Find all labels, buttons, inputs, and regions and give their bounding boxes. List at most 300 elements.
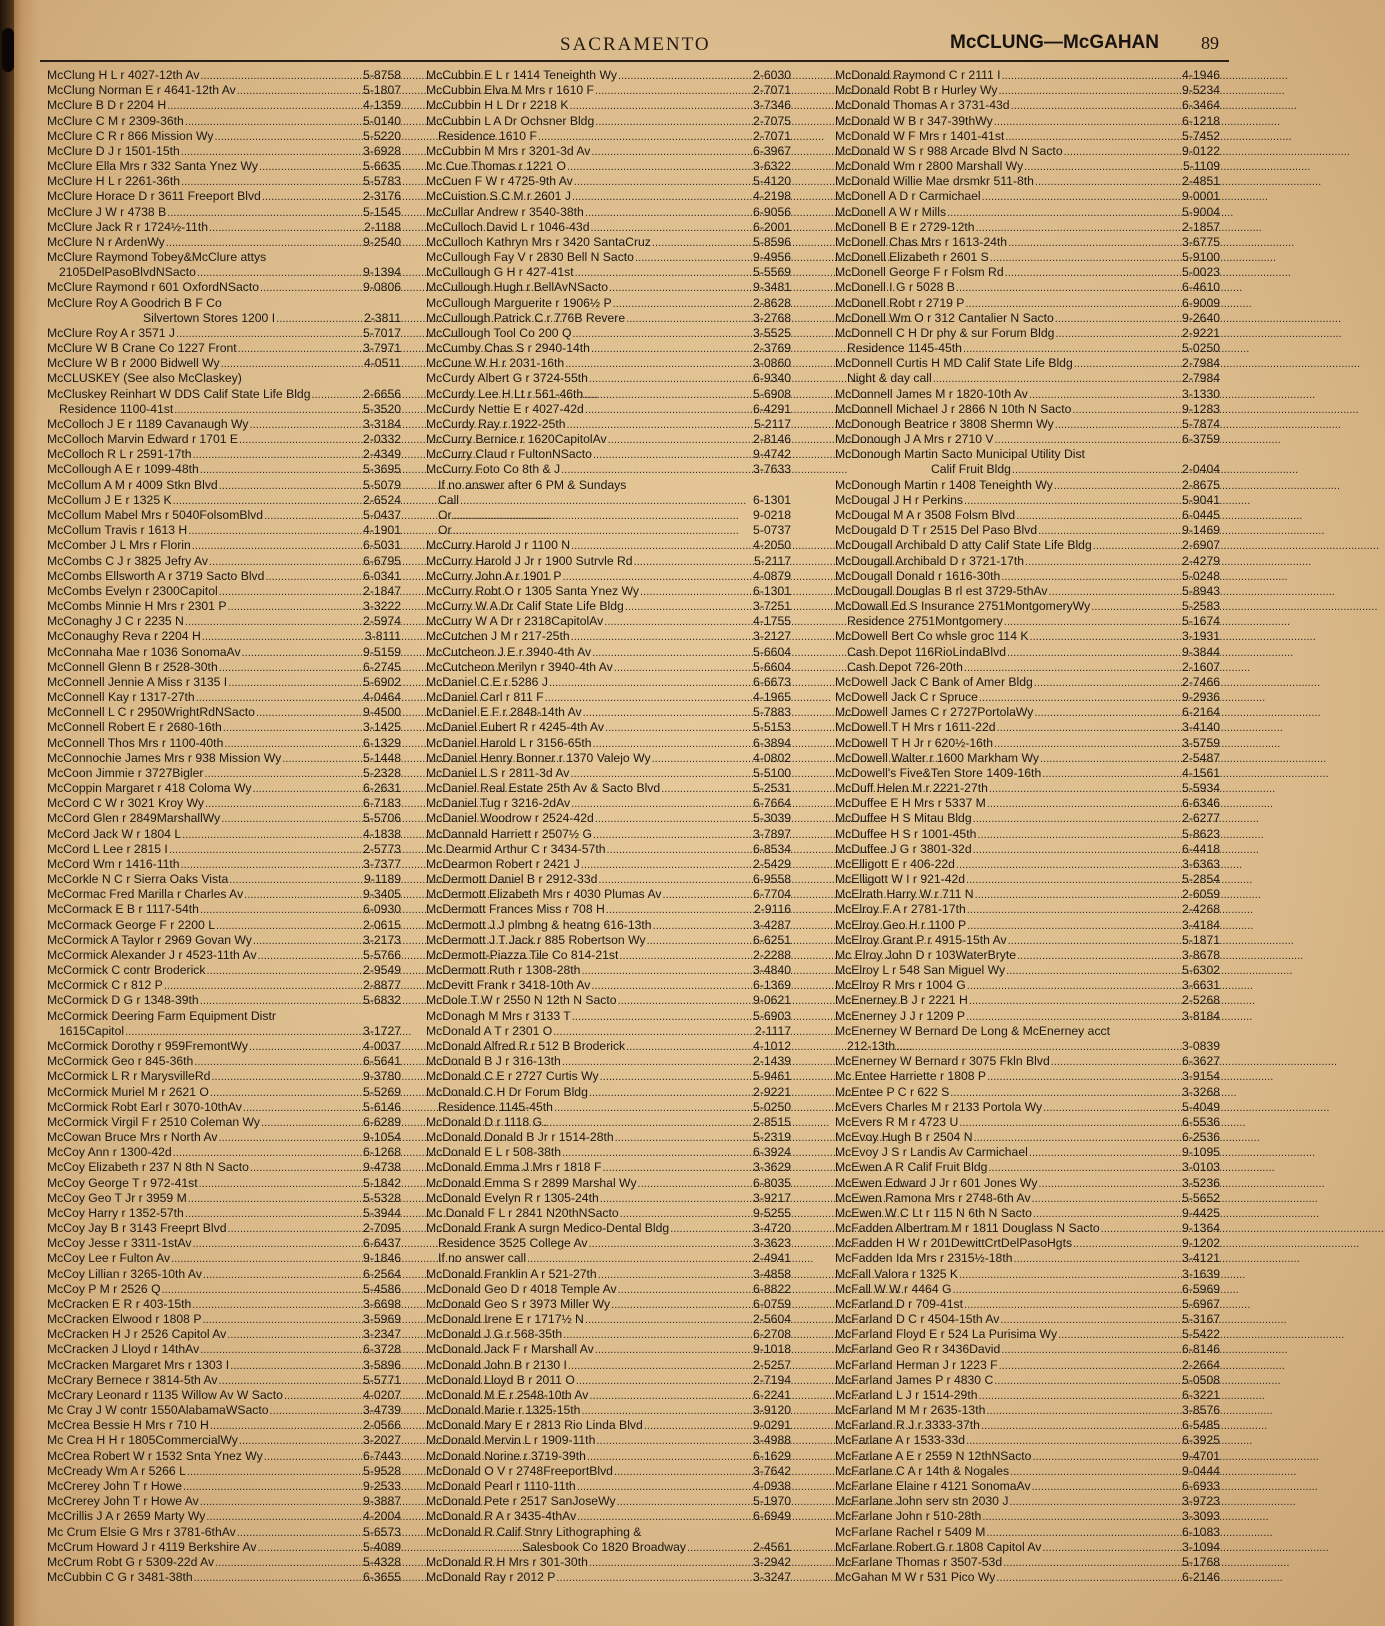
listing-entry <box>426 1130 791 1145</box>
phone-number: 3-8576 <box>1182 1403 1220 1418</box>
listing-name: McFarland Geo R r 3436David <box>835 1342 1001 1357</box>
listing-name: McElrath Harry W r 711 N <box>835 887 974 902</box>
leader-dots <box>162 1282 362 1298</box>
listing-entry <box>835 447 1220 462</box>
phone-number: 9-4738 <box>363 1160 401 1175</box>
listing-name: McClure W B r 2000 Bidwell Wy <box>47 356 220 371</box>
listing-name: McCuistion S C M r 2601 J <box>426 189 571 204</box>
listing-entry <box>835 1009 1220 1024</box>
listing-entry <box>47 1570 401 1585</box>
leader-dots <box>963 341 1181 357</box>
listing-name: Cash Depot 726-20th <box>847 659 963 674</box>
listing-entry <box>426 68 791 83</box>
listing-name: McDonald O V r 2748FreeportBlvd <box>426 1463 613 1478</box>
listing-entry <box>426 341 791 356</box>
phone-number: 5-0737 <box>753 523 791 538</box>
leader-dots <box>959 1115 1181 1131</box>
listing-name: McEvoy Hugh B r 2504 N <box>835 1130 973 1145</box>
phone-number: 2-5773 <box>363 841 401 856</box>
listing-entry <box>426 265 791 280</box>
listing-entry <box>47 766 401 781</box>
phone-number: 2-1607 <box>1182 659 1220 674</box>
listing-entry <box>426 144 791 159</box>
listing-entry <box>47 948 401 963</box>
phone-number: 2-4851 <box>1182 174 1220 189</box>
listing-entry <box>835 1039 1220 1054</box>
listing-name: McCormick L R r MarysvilleRd <box>47 1069 211 1084</box>
listing-name: McCullar Andrew r 3540-38th <box>426 204 584 219</box>
listing-entry <box>47 1358 401 1373</box>
listing-entry <box>47 1267 401 1282</box>
listing-name: McCrum Howard J r 4119 Berkshire Av <box>47 1539 257 1554</box>
listing-name: McDonald Willie Mae drsmkr 511-8th <box>835 174 1034 189</box>
listing-name: McCormack E B r 1117-54th <box>47 902 199 917</box>
listing-entry <box>47 963 401 978</box>
phone-number: 9-0444 <box>1182 1463 1220 1478</box>
leader-dots <box>554 1100 752 1116</box>
leader-dots <box>259 159 362 175</box>
listing-entry <box>426 614 791 629</box>
listing-entry <box>426 129 791 144</box>
listing-name: McCoy Geo T Jr r 3959 M <box>47 1190 187 1205</box>
listing-name: McCrum Robt G r 5309-22d Av <box>47 1554 215 1569</box>
listing-entry <box>426 1540 791 1555</box>
listing-entry <box>426 98 791 113</box>
listing-entry <box>426 796 791 811</box>
listing-name: McCubbin H L Dr r 2218 K <box>426 98 569 113</box>
listing-name: McDaniel L S r 2811-3d Av <box>426 765 570 780</box>
leader-dots <box>967 902 1181 918</box>
phone-number: 6-8534 <box>753 841 791 856</box>
phone-number: 3-1727 <box>363 1023 401 1038</box>
listing-entry <box>47 1555 401 1570</box>
leader-dots <box>966 1009 1181 1025</box>
listing-name: McFarlane Elaine r 4121 SonomaAv <box>835 1478 1031 1493</box>
listing-entry <box>835 417 1220 432</box>
binding-hole <box>2 28 14 72</box>
listing-entry <box>47 1433 401 1448</box>
leader-dots <box>229 872 363 888</box>
listing-name: McDonagh M Mrs r 3133 T <box>426 1008 571 1023</box>
phone-number: 5-7883 <box>753 705 791 720</box>
leader-dots <box>125 1024 362 1040</box>
listing-entry <box>835 766 1220 781</box>
listing-name: McCune W H r 2031-16th <box>426 356 565 371</box>
leader-dots <box>994 114 1181 130</box>
phone-number: 6-3924 <box>753 1145 791 1160</box>
listing-entry <box>426 1494 791 1509</box>
listing-name: McConaghy J C r 2235 N <box>47 614 184 629</box>
leader-dots <box>258 1540 363 1556</box>
listing-entry <box>426 1297 791 1312</box>
leader-dots <box>1008 235 1181 251</box>
phone-number: 5-5269 <box>363 1084 401 1099</box>
listing-name: McCormick Alexander J r 4523-11th Av <box>47 947 257 962</box>
listing-name: McCullough Patrick C r 776B Revere <box>426 310 626 325</box>
phone-number: 3-6928 <box>363 143 401 158</box>
listing-name: McDonald Wm r 2800 Marshall Wy <box>835 159 1024 174</box>
phone-number: 5-0250 <box>1182 341 1220 356</box>
listing-name: McDonald Thomas A r 3731-43d <box>835 98 1010 113</box>
listing-name: McDuff Helen M r 2221-27th <box>835 781 988 796</box>
listing-name: Residence 1145-45th <box>847 341 962 356</box>
listing-entry <box>47 1009 401 1024</box>
leader-dots <box>987 1069 1181 1085</box>
phone-number: 6-6346 <box>1182 796 1220 811</box>
leader-dots <box>1033 1206 1181 1222</box>
city-title: SACRAMENTO <box>560 34 711 55</box>
listing-entry <box>426 478 791 493</box>
leader-dots <box>577 1509 752 1525</box>
listing-entry <box>835 462 1220 477</box>
phone-number: 6-8035 <box>753 1175 791 1190</box>
listing-entry <box>426 645 791 660</box>
phone-number: 9-1364 <box>1182 1221 1220 1236</box>
listing-entry <box>426 1100 791 1115</box>
phone-number: 6-0341 <box>363 568 401 583</box>
phone-number: 6-5485 <box>1182 1418 1220 1433</box>
leader-dots <box>986 1525 1181 1541</box>
leader-dots <box>1072 402 1181 418</box>
leader-dots <box>583 705 752 721</box>
listing-entry <box>835 1221 1220 1236</box>
listing-name: McDonald Lloyd B r 2011 O <box>426 1372 575 1387</box>
phone-number: 9-4701 <box>1182 1448 1220 1463</box>
leader-dots <box>183 1479 362 1495</box>
listing-entry <box>47 1464 401 1479</box>
leader-dots <box>250 1160 362 1176</box>
phone-number: 3-5759 <box>1182 735 1220 750</box>
leader-dots <box>618 68 752 84</box>
leader-dots <box>565 356 752 372</box>
leader-dots <box>568 1358 752 1374</box>
listing-name: McDonald Pete r 2517 SanJoseWy <box>426 1494 616 1509</box>
leader-dots <box>194 1570 362 1586</box>
phone-number: 5-1109 <box>1182 159 1220 174</box>
listing-entry <box>835 1509 1220 1524</box>
listing-name: McClure J W r 4738 B <box>47 204 167 219</box>
leader-dots <box>964 660 1181 676</box>
leader-dots <box>1074 356 1181 372</box>
phone-number: 5-1768 <box>1182 1554 1220 1569</box>
phone-number: 2-5257 <box>753 1357 791 1372</box>
leader-dots <box>185 1206 362 1222</box>
leader-dots <box>576 1373 752 1389</box>
phone-number: 5-4089 <box>363 1539 401 1554</box>
listing-name: McClung H L r 4027-12th Av <box>47 68 200 82</box>
listing-entry <box>835 205 1220 220</box>
listing-entry <box>426 1236 791 1251</box>
listing-entry <box>426 1145 791 1160</box>
phone-number: 3-3222 <box>363 599 401 614</box>
phone-number: 6-2564 <box>363 1266 401 1281</box>
listing-entry <box>835 614 1220 629</box>
phone-number: 5-5934 <box>1182 781 1220 796</box>
phone-number: 5-2531 <box>753 781 791 796</box>
listing-entry <box>835 629 1220 644</box>
listing-entry <box>426 766 791 781</box>
leader-dots <box>1006 963 1181 979</box>
leader-dots <box>605 720 752 736</box>
listing-name: McDaniel C E r 5286 J <box>426 674 548 689</box>
listing-entry <box>426 1009 791 1024</box>
listing-entry <box>47 629 401 644</box>
phone-number: 2-3769 <box>753 341 791 356</box>
listing-name: If no answer call <box>438 1251 527 1266</box>
phone-number: 9-4742 <box>753 447 791 462</box>
phone-number: 5-3039 <box>753 811 791 826</box>
phone-number: 6-1301 <box>753 583 791 598</box>
listing-entry <box>426 675 791 690</box>
phone-number: 3-7377 <box>363 856 401 871</box>
listing-name: Mc Crum Elsie G Mrs r 3781-6thAv <box>47 1524 236 1539</box>
leader-dots <box>166 235 362 251</box>
phone-number: 2-7075 <box>753 113 791 128</box>
listing-entry <box>47 1115 401 1130</box>
leader-dots <box>250 417 363 433</box>
leader-dots <box>595 83 752 99</box>
listing-name: McCormick Virgil F r 2510 Coleman Wy <box>47 1114 260 1129</box>
phone-number: 6-6437 <box>363 1236 401 1251</box>
listing-entry <box>426 462 791 477</box>
listing-name: McEnerney J J r 1209 P <box>835 1008 966 1023</box>
leader-dots <box>237 83 362 99</box>
listing-entry <box>47 326 401 341</box>
phone-number: 5-8596 <box>753 234 791 249</box>
listing-entry <box>47 902 401 917</box>
phone-number: 9-0621 <box>753 993 791 1008</box>
leader-dots <box>1032 1479 1181 1495</box>
listing-name: McClure C R r 866 Mission Wy <box>47 128 214 143</box>
listing-name: McComber J L Mrs r Florin <box>47 538 191 553</box>
listing-entry <box>835 478 1220 493</box>
phone-number: 6-7664 <box>753 796 791 811</box>
listing-name: McCord C W r 3021 Kroy Wy <box>47 796 205 811</box>
listing-entry <box>835 584 1220 599</box>
listing-name: Mc Elroy John D r 103WaterBryte <box>835 947 1017 962</box>
phone-number: 5-7874 <box>1182 416 1220 431</box>
leader-dots <box>1035 174 1181 190</box>
listing-entry <box>47 1403 401 1418</box>
phone-number: 5-2328 <box>363 765 401 780</box>
phone-number: 3-1094 <box>1182 1539 1220 1554</box>
listing-name: McCurry Claud r FultonNSacto <box>426 447 592 462</box>
listing-entry <box>426 1327 791 1342</box>
leader-dots <box>997 720 1182 736</box>
listing-entry <box>426 993 791 1008</box>
listing-name: McDougall Douglas B rl est 3729-5thAv <box>835 583 1048 598</box>
listing-entry <box>47 341 401 356</box>
listing-name: McDowell's Five&Ten Store 1409-16th <box>835 765 1042 780</box>
listing-name: McDowall Ed S Insurance 2751MontgomeryWy <box>835 599 1091 614</box>
leader-dots <box>1058 1327 1181 1343</box>
listing-entry <box>835 1433 1220 1448</box>
phone-number: 4-1359 <box>363 98 401 113</box>
phone-number: 2-9116 <box>753 902 791 917</box>
phone-number: 5-9004 <box>1182 204 1220 219</box>
listing-entry <box>47 432 401 447</box>
leader-dots <box>228 675 362 691</box>
phone-number: 3-7897 <box>753 826 791 841</box>
listing-entry <box>426 1509 791 1524</box>
leader-dots <box>584 387 752 403</box>
listing-name: McFarland James P r 4830 C <box>835 1372 994 1387</box>
phone-number: 5-7452 <box>1182 128 1220 143</box>
leader-dots <box>1042 766 1181 782</box>
listing-name: McCready Wm A r 5266 L <box>47 1463 186 1478</box>
listing-name: McCullough Marguerite r 1906½ P <box>426 295 612 310</box>
listing-name: Calif Fruit Bldg <box>931 462 1011 477</box>
leader-dots <box>589 1085 752 1101</box>
listing-name: McFall W W r 4464 G <box>835 1281 952 1296</box>
listing-entry <box>426 83 791 98</box>
phone-number: 6-1083 <box>1182 1524 1220 1539</box>
listing-name: Residence 1145-45th <box>438 1099 553 1114</box>
listing-name: McClung Norman E r 4641-12th Av <box>47 83 236 98</box>
leader-dots <box>228 1221 363 1237</box>
phone-number: 3-4858 <box>753 1266 791 1281</box>
listing-entry <box>426 781 791 796</box>
leader-dots <box>264 1449 362 1465</box>
leader-dots <box>202 1312 362 1328</box>
listing-name: McFarlane A r 1533-33d <box>835 1433 966 1448</box>
listing-name: McColloch J E r 1189 Cavanaugh Wy <box>47 416 249 431</box>
phone-number: 3-9217 <box>753 1190 791 1205</box>
leader-dots <box>1003 1555 1181 1571</box>
listing-name: McDonell A D r Carmichael <box>835 189 981 204</box>
listing-entry <box>426 1464 791 1479</box>
listing-entry <box>835 1100 1220 1115</box>
listing-entry <box>835 720 1220 735</box>
phone-number: 2-9549 <box>363 963 401 978</box>
listing-entry <box>47 751 401 766</box>
listing-entry <box>47 220 401 235</box>
phone-number: 4-1946 <box>1182 68 1220 82</box>
leader-dots <box>227 1327 362 1343</box>
leader-dots <box>460 493 752 509</box>
listing-name: McCormick Robt Earl r 3070-10thAv <box>47 1099 242 1114</box>
leader-dots <box>1064 144 1181 160</box>
phone-number: 2-5487 <box>1182 750 1220 765</box>
phone-number: 2-6656 <box>363 386 401 401</box>
listing-name: McCrary Bernece r 3814-5th Av <box>47 1372 218 1387</box>
phone-number: 3-9723 <box>1182 1494 1220 1509</box>
leader-dots <box>200 993 362 1009</box>
leader-dots <box>595 811 752 827</box>
leader-dots <box>969 993 1181 1009</box>
phone-number: 5-6908 <box>753 386 791 401</box>
listing-name: McDole T W r 2550 N 12th N Sacto <box>426 993 617 1008</box>
listing-name: McCubbin L A Dr Ochsner Bldg <box>426 113 595 128</box>
leader-dots <box>571 629 752 645</box>
listing-name: If no answer after 6 PM & Sundays <box>438 477 627 492</box>
leader-dots <box>947 205 1181 221</box>
listing-entry <box>835 978 1220 993</box>
listing-entry <box>835 83 1220 98</box>
leader-dots <box>581 857 752 873</box>
leader-dots <box>215 1555 362 1571</box>
phone-number: 3-2027 <box>363 1433 401 1448</box>
leader-dots <box>200 68 362 84</box>
phone-number: 6-3759 <box>1182 432 1220 447</box>
phone-number: 2-4349 <box>363 447 401 462</box>
phone-number: 3-0103 <box>1182 1160 1220 1175</box>
listing-name: McFarland D r 709-41st <box>835 1296 964 1311</box>
listing-name: McDonald C H Dr Forum Bldg <box>426 1084 588 1099</box>
phone-number: 4-0879 <box>753 568 791 583</box>
leader-dots <box>988 1160 1181 1176</box>
listing-name: McCracken Elwood r 1808 P <box>47 1312 202 1327</box>
listing-name: McClure C M r 2309-36th <box>47 113 184 128</box>
listing-entry <box>426 1160 791 1175</box>
leader-dots <box>896 1039 1181 1055</box>
listing-name: McCulloch David L r 1046-43d <box>426 219 590 234</box>
phone-number: 9-1202 <box>1182 1236 1220 1251</box>
leader-dots <box>589 371 752 387</box>
leader-dots <box>1029 387 1181 403</box>
phone-number: 2-6059 <box>1182 887 1220 902</box>
listing-name: McCurdy Lee H Lt r 561-46th <box>426 386 584 401</box>
leader-dots <box>634 554 753 570</box>
listing-entry <box>426 1176 791 1191</box>
listing-entry <box>835 250 1220 265</box>
leader-dots <box>608 432 752 448</box>
leader-dots <box>200 1494 362 1510</box>
leader-dots <box>1001 1342 1181 1358</box>
listing-name: McCubbin M Mrs r 3201-3d Av <box>426 143 591 158</box>
listing-name: McCombs Ellsworth A r 3719 Sacto Blvd <box>47 568 265 583</box>
listing-entry <box>835 705 1220 720</box>
leader-dots <box>562 1054 752 1070</box>
listing-name: McFarlane C A r 14th & Nogales <box>835 1463 1010 1478</box>
listing-name: McConnell Glenn B r 2528-30th <box>47 659 218 674</box>
leader-dots <box>956 280 1181 296</box>
leader-dots <box>260 280 362 296</box>
phone-number: 6-0930 <box>363 902 401 917</box>
leader-dots <box>1014 1251 1182 1267</box>
listing-entry <box>47 872 401 887</box>
phone-number: 5-7017 <box>363 325 401 340</box>
listing-entry <box>426 387 791 402</box>
phone-number: 3-4287 <box>753 917 791 932</box>
phone-number: 3-3268 <box>1182 1084 1220 1099</box>
phone-number: 3-8184 <box>1182 1008 1220 1023</box>
phone-number: 5-0248 <box>1182 568 1220 583</box>
listing-name: McDaniel Harold L r 3156-65th <box>426 735 592 750</box>
listing-entry <box>47 129 401 144</box>
listing-name: McCurry Bernice r 1620CapitolAv <box>426 432 607 447</box>
listing-entry <box>426 417 791 432</box>
phone-number: 5-3695 <box>363 462 401 477</box>
listing-name: McDonald Pearl r 1110-11th <box>426 1478 576 1493</box>
listing-name: McClure W B Crane Co 1227 Front <box>47 341 237 356</box>
listing-entry <box>835 1327 1220 1342</box>
listing-name: McConnell Kay r 1317-27th <box>47 690 195 705</box>
listing-name: McDonald John B r 2130 I <box>426 1357 567 1372</box>
phone-number: 2-5429 <box>753 856 791 871</box>
phone-number: 9-2540 <box>363 234 401 249</box>
phone-number: 5-0250 <box>753 1099 791 1114</box>
listing-entry <box>47 1100 401 1115</box>
phone-number: 5-2583 <box>1182 599 1220 614</box>
leader-dots <box>545 690 752 706</box>
listing-entry <box>47 478 401 493</box>
listing-entry <box>835 811 1220 826</box>
listing-name: McDonald A T r 2301 O <box>426 1023 553 1038</box>
phone-number: 9-0001 <box>1182 189 1220 204</box>
listing-name: McFarlane Robert G r 1808 Capitol Av <box>835 1539 1042 1554</box>
listing-entry <box>835 675 1220 690</box>
